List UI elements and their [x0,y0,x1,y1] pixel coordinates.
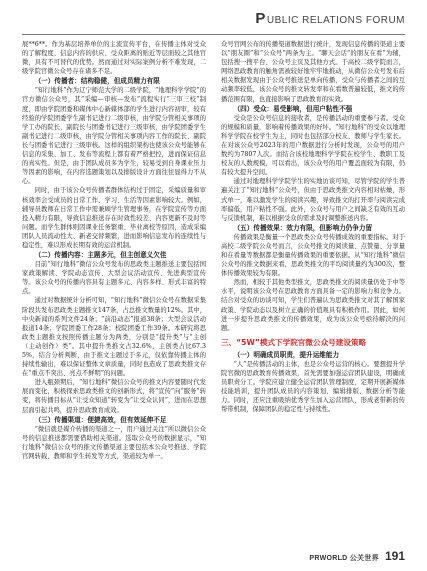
body-paragraph: 传播效果是衡量一个思政类公众号传播成效的重要指标。对于高校二级学院公众号而言，公众号推文的阅读量、点赞量、分享量和在看量等数据都是衡量传播效果的重要依据。从“知行地科”微信公众号的推文数据来看，思政类推文的平均阅读量约为300次，整体传播效果较为有限。 [221,233,405,278]
body-paragraph: 展**6**。作为基层培养单位的主流宣传平台，在传播主体对受众的了解程度、信息内容的供应、受众距离的贴近等层面较之其他官微，具有不可替代的优势。然而通过对实际案例分析不难发现，二级学院官微公众号存在诸多不足。 [22,41,206,76]
body-paragraph: “微信就是媒介传播的渠道之一，用户通过关注”所以微信公众号的信息推送都需要借助相关渠道。选取公众号的数据显示，“知行地科”微信公众号的推文传播渠道主要包括本公众号推送、学院官网转载、教师和学生转发等方式，渠道较为单一。 [22,425,206,460]
page-number: 191 [384,549,405,563]
brand-name: UBLIC RELATIONS FORUM [266,15,405,26]
page-header [22,0,405,34]
subsection-heading: （二）传播内容：主题多元，但主创意义欠佳 [34,251,167,260]
subsection-heading: （三）传播渠道：便捷高效，但有效延伸不足 [34,415,167,424]
body-paragraph: 受众是公众号信息的接收者，是传播活动的重要参与者。受众的规模和质量，影响着传播效果的好坏。“知行地科”的受众以地理科学学院在校学生为主，同时也包括部分校友、教师与学生家长。在对该公众号2023年的用户数据进行分析时发现，公众号的用户数约为7807人次。而结合该校地理科学学院在校学生、教职工及校友的人数规模，可以看出，该公众号的用户覆盖面较为有限，仍有较大提升空间。 [221,114,405,177]
body-paragraph: 目前“知行地科”微信公众号发布的思政类主题推送主要包括国家政策解读、学院动态宣传、大型会议活动宣传、先进典型宣传等。该公众号的传播内容具有主题多元、内容多样、形式丰富的特点。 [22,261,206,296]
page-footer [309,549,405,563]
subsection-heading: （四）受众：易受影响，但用户粘性不强 [233,104,353,113]
body-paragraph: 众号官网公布的传播渠道数据进行统计，发现信息传播的渠道主要以“朋友圈”和“公众号”两条为主。“聊天会话”的朋友在看”为辅，包括搜一搜平台、公众号主页及其他方式。于高校二级学院而言，网络思政教育的触角需被较好地牢牢地推动，从微信公众号发布后相关数据发现由于公众号推送是单向传播，受众与传播者之间的互动频率较低，该公众号的推文转发率和在看数普遍较低，推文的传播范围有限，也直接影响了思政教育的实效。 [221,41,405,103]
left-column [22,40,206,545]
subsection-heading: （一）传播者：结构稳健，但成员精力有限 [34,77,160,86]
section-heading: 三、“5W”模式下学院官微公众号建设策略 [221,337,367,347]
body-paragraph: 通过对数据统计分析可知，“知行地科”微信公众号在数据采集阶段共发布思政类主题推文147条，占总推文数量的12%。其中，中央新闻的系列文件24条；“前沿动态”报道38条；大型会议活动报道14条；学院团委工作28条；校院团委工作39条。本研究将思政类主题推文按照传播主题分为两类，分别是“提升类”与“主创（主动创作）类”。其中提升类推文占32.6%，主创类占比67.35%，结合分析判断，由于推文主题过于多元，仅依靠传播主体的持续性输出，难以保证整体文章质量，同时也造成了思政类推文存在“重点不突出、亮点不鲜明”的问题。 [22,297,206,378]
brand-initial: P [255,10,266,27]
header-rule [22,34,405,35]
body-paragraph: 同时，由于该公众号传播者群体结构过于固定，采编质量和审核效率会受成员的日常工作、学习、生活等因素影响较大。例如，辅导员教师在日常工作中需兼顾学生管理事务，在学院宣传等方面投入精力有限，导致信息推送存在时效性较差、内容更新不及时等问题。而学生群体则因课业任务繁重、毕业离校等原因，造成采编团队人员流动性大、新老交替频繁，进而影响信息发布的连续性与稳定性，难以形成长期有效的运营机制。 [22,187,206,249]
article-body [22,40,405,545]
body-paragraph: 然而，相较于其他类型推文，思政类推文的阅读量仍处于中等水平，说明该公众号在思政教育方面具备一定的影响力和竞争力。结合对受众的访谈可知，学生们普遍认为思政类推文对其了解国家政策、学院动态以及树立正确的价值观具有积极作用。因此，如何进一步提升思政类推文的传播效果，成为该公众号亟待解决的问题。 [221,279,405,332]
subsection-heading: （一）明确成员职责，提升运维能力 [233,350,340,359]
magazine-brand [255,10,405,27]
body-paragraph: “知行地科”作为辽宁师范大学的二级学院，“地理科学学院”的官方微信公众号，其“采编—审核—发布”流程实行“三审三校”制度，即由学院团委和媒体中心新媒体部的学生进行内容初审，较有经验的学院团委学生副书记进行二级审核，由学院分管相关事项的学工办的院长、副院长与团委书记进行三级审核，由学院团委学生副书记进行二级审核，由学院分管相关事项内容工作的院长、副院长与团委书记进行三级审核。这样的组织架构也使该公众号能够在信息的采集、加工、发布等流程上都有着严格把控，进而保证信息的真实性。但是，由于团队成员多为学生，较易受到自身课业压力等因素的影响，在内容选题策划以及排版设计方面往往显得力不从心。 [22,87,206,186]
magazine-title: PRWORLD 公关世界 [309,555,379,562]
right-column [221,40,405,545]
body-paragraph: 通过对地理科学学院学生的实地访谈可知，尽管学院的学生普遍关注了“知行地科”公众号，但由于思政类推文内容相对枯燥，形式单一，难以激发学生的阅读兴趣，导致推文的打开率与阅读完成率偏低，用户粘性不强。此外，公众号与用户之间缺乏有效的互动与反馈机制，难以根据受众的需求及时调整推送内容。 [221,178,405,222]
body-paragraph: “人”是传播活动的主体，也是公众号运营的核心。要想提升学院官微的思政教育传播效果，首先需要加强运营团队建设，明确成员职责分工。学院应建立健全运营团队管理制度，定期开展新媒体技能培训，提升团队成员的内容策划、编辑排版、数据分析等能力。同时，还应注重吸纳优秀学生加入运营团队，形成老带新的传帮带机制，保障团队的稳定性与持续性。 [221,360,405,414]
body-paragraph: 进入瓶颈期后，“知行地科”微信公众号的推文内容要随时代发展而变化，积极探索思政类推文的创新形式，将“宣传”向“服务”转变，将传播目标从“让受众知道”转变为“让受众认同”，进而在思想层面引起共鸣，提升思政教育成效。 [22,379,206,414]
subsection-heading: （五）传播效果：效力有限，但影响力仍争力留 [233,223,373,232]
